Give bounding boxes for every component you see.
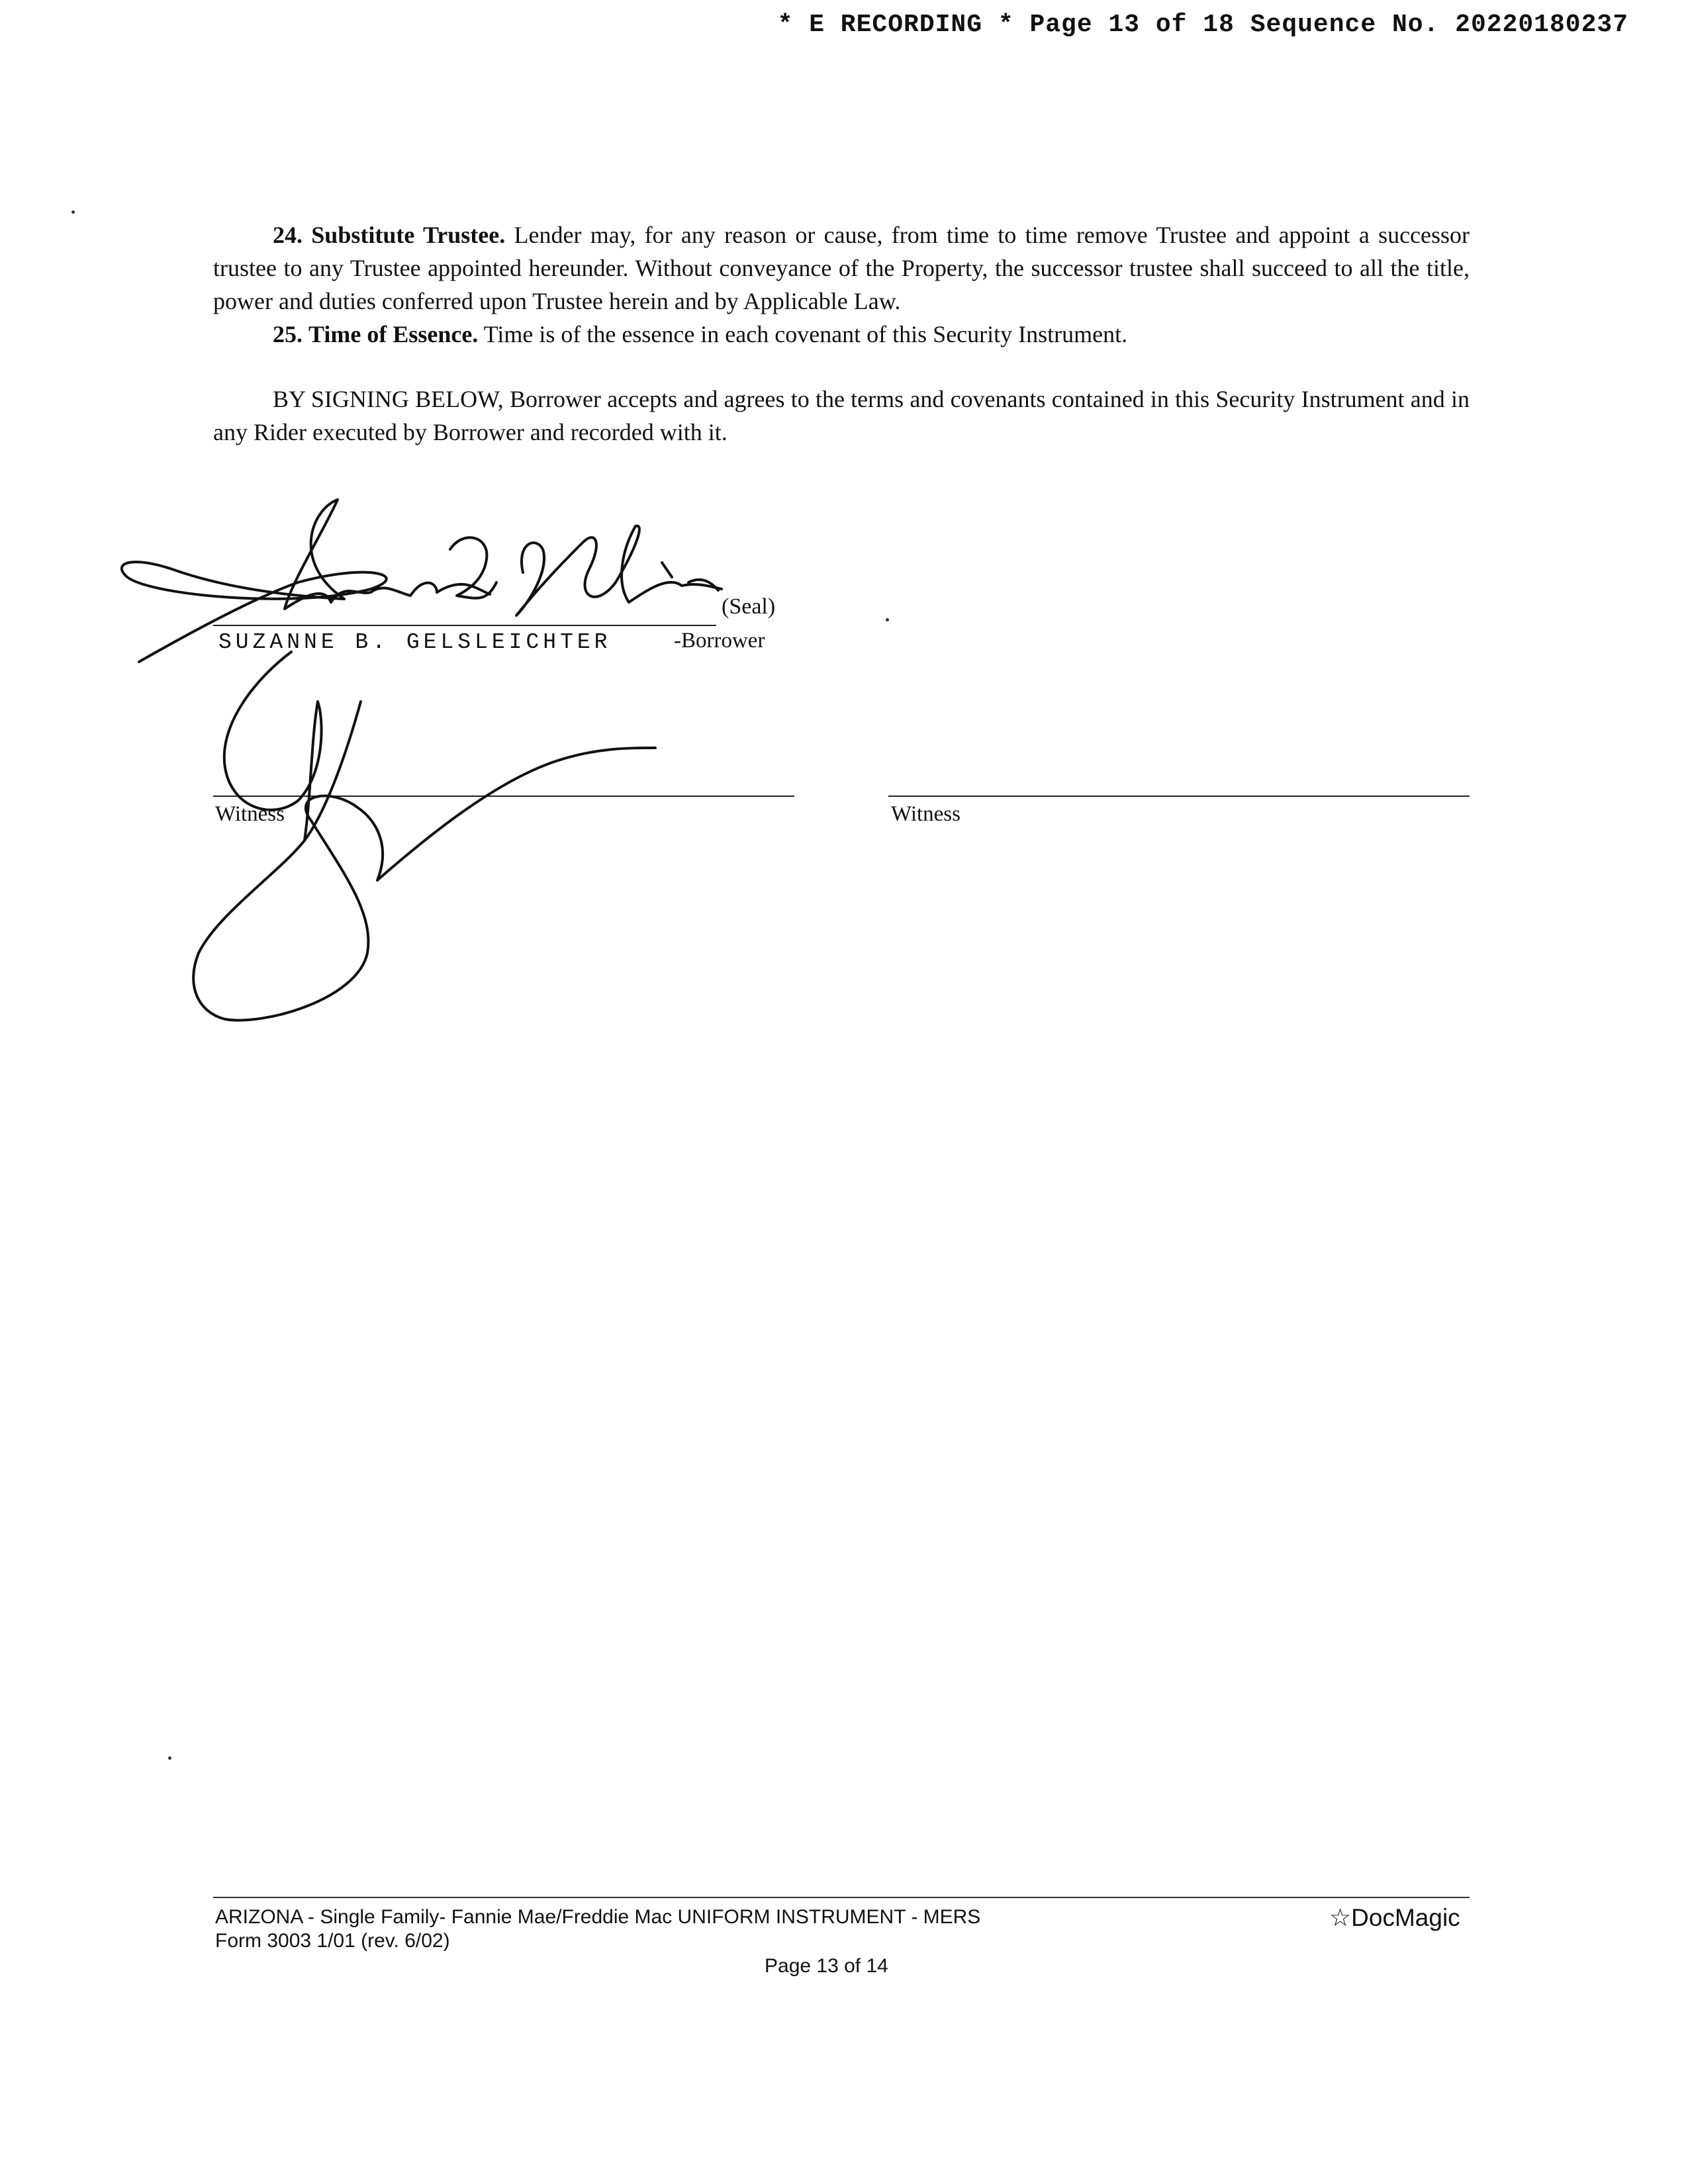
witness-signature [193, 652, 655, 1021]
section-24 [213, 218, 1470, 318]
signing-statement [213, 383, 1470, 449]
scan-speck [886, 618, 889, 621]
section-25-heading: Time of Essence. [308, 321, 479, 347]
witness-left-line [213, 796, 794, 797]
brand-name: DocMagic [1351, 1904, 1460, 1931]
star-outline-icon: ☆ [1329, 1904, 1352, 1931]
section-25 [213, 318, 1470, 351]
borrower-signature-line [213, 625, 716, 626]
witness-left-label: Witness [215, 802, 285, 826]
scan-speck [71, 210, 75, 214]
footer-page-label: Page 13 of 14 [765, 1955, 888, 1977]
section-25-text: Time is of the essence in each covenant of this Security Instrument. [483, 321, 1128, 347]
docmagic-logo [1329, 1903, 1460, 1932]
signing-statement-text: BY SIGNING BELOW, Borrower accepts and agrees to the terms and covenants contained in this Security Instrument and in any Rider executed by Borrower and recorded with it. [213, 386, 1470, 445]
section-24-number: 24. [273, 222, 303, 248]
borrower-role: -Borrower [674, 629, 765, 653]
footer-rule [213, 1897, 1470, 1898]
witness-right-label: Witness [891, 802, 961, 826]
seal-label: (Seal) [722, 594, 776, 619]
footer-form-title: ARIZONA - Single Family- Fannie Mae/Freddie Mac UNIFORM INSTRUMENT - MERS [215, 1906, 981, 1928]
section-24-text: Lender may, for any reason or cause, from time to time remove Trustee and appoint a successor trustee to any Trustee appointed hereunder. Without conveyance of the Property, the successor trustee shall succeed to all the title, power and duties conferred upon Trustee herein and by Applicable Law. [213, 222, 1470, 314]
recording-stamp: * E RECORDING * Page 13 of 18 Sequence No. 20220180237 [777, 11, 1628, 39]
scan-speck [168, 1756, 171, 1760]
section-24-heading: Substitute Trustee. [311, 222, 506, 248]
witness-right-line [888, 796, 1470, 797]
borrower-name: SUZANNE B. GELSLEICHTER [218, 630, 612, 655]
footer-form-number: Form 3003 1/01 (rev. 6/02) [215, 1930, 450, 1952]
section-25-number: 25. [273, 321, 303, 347]
